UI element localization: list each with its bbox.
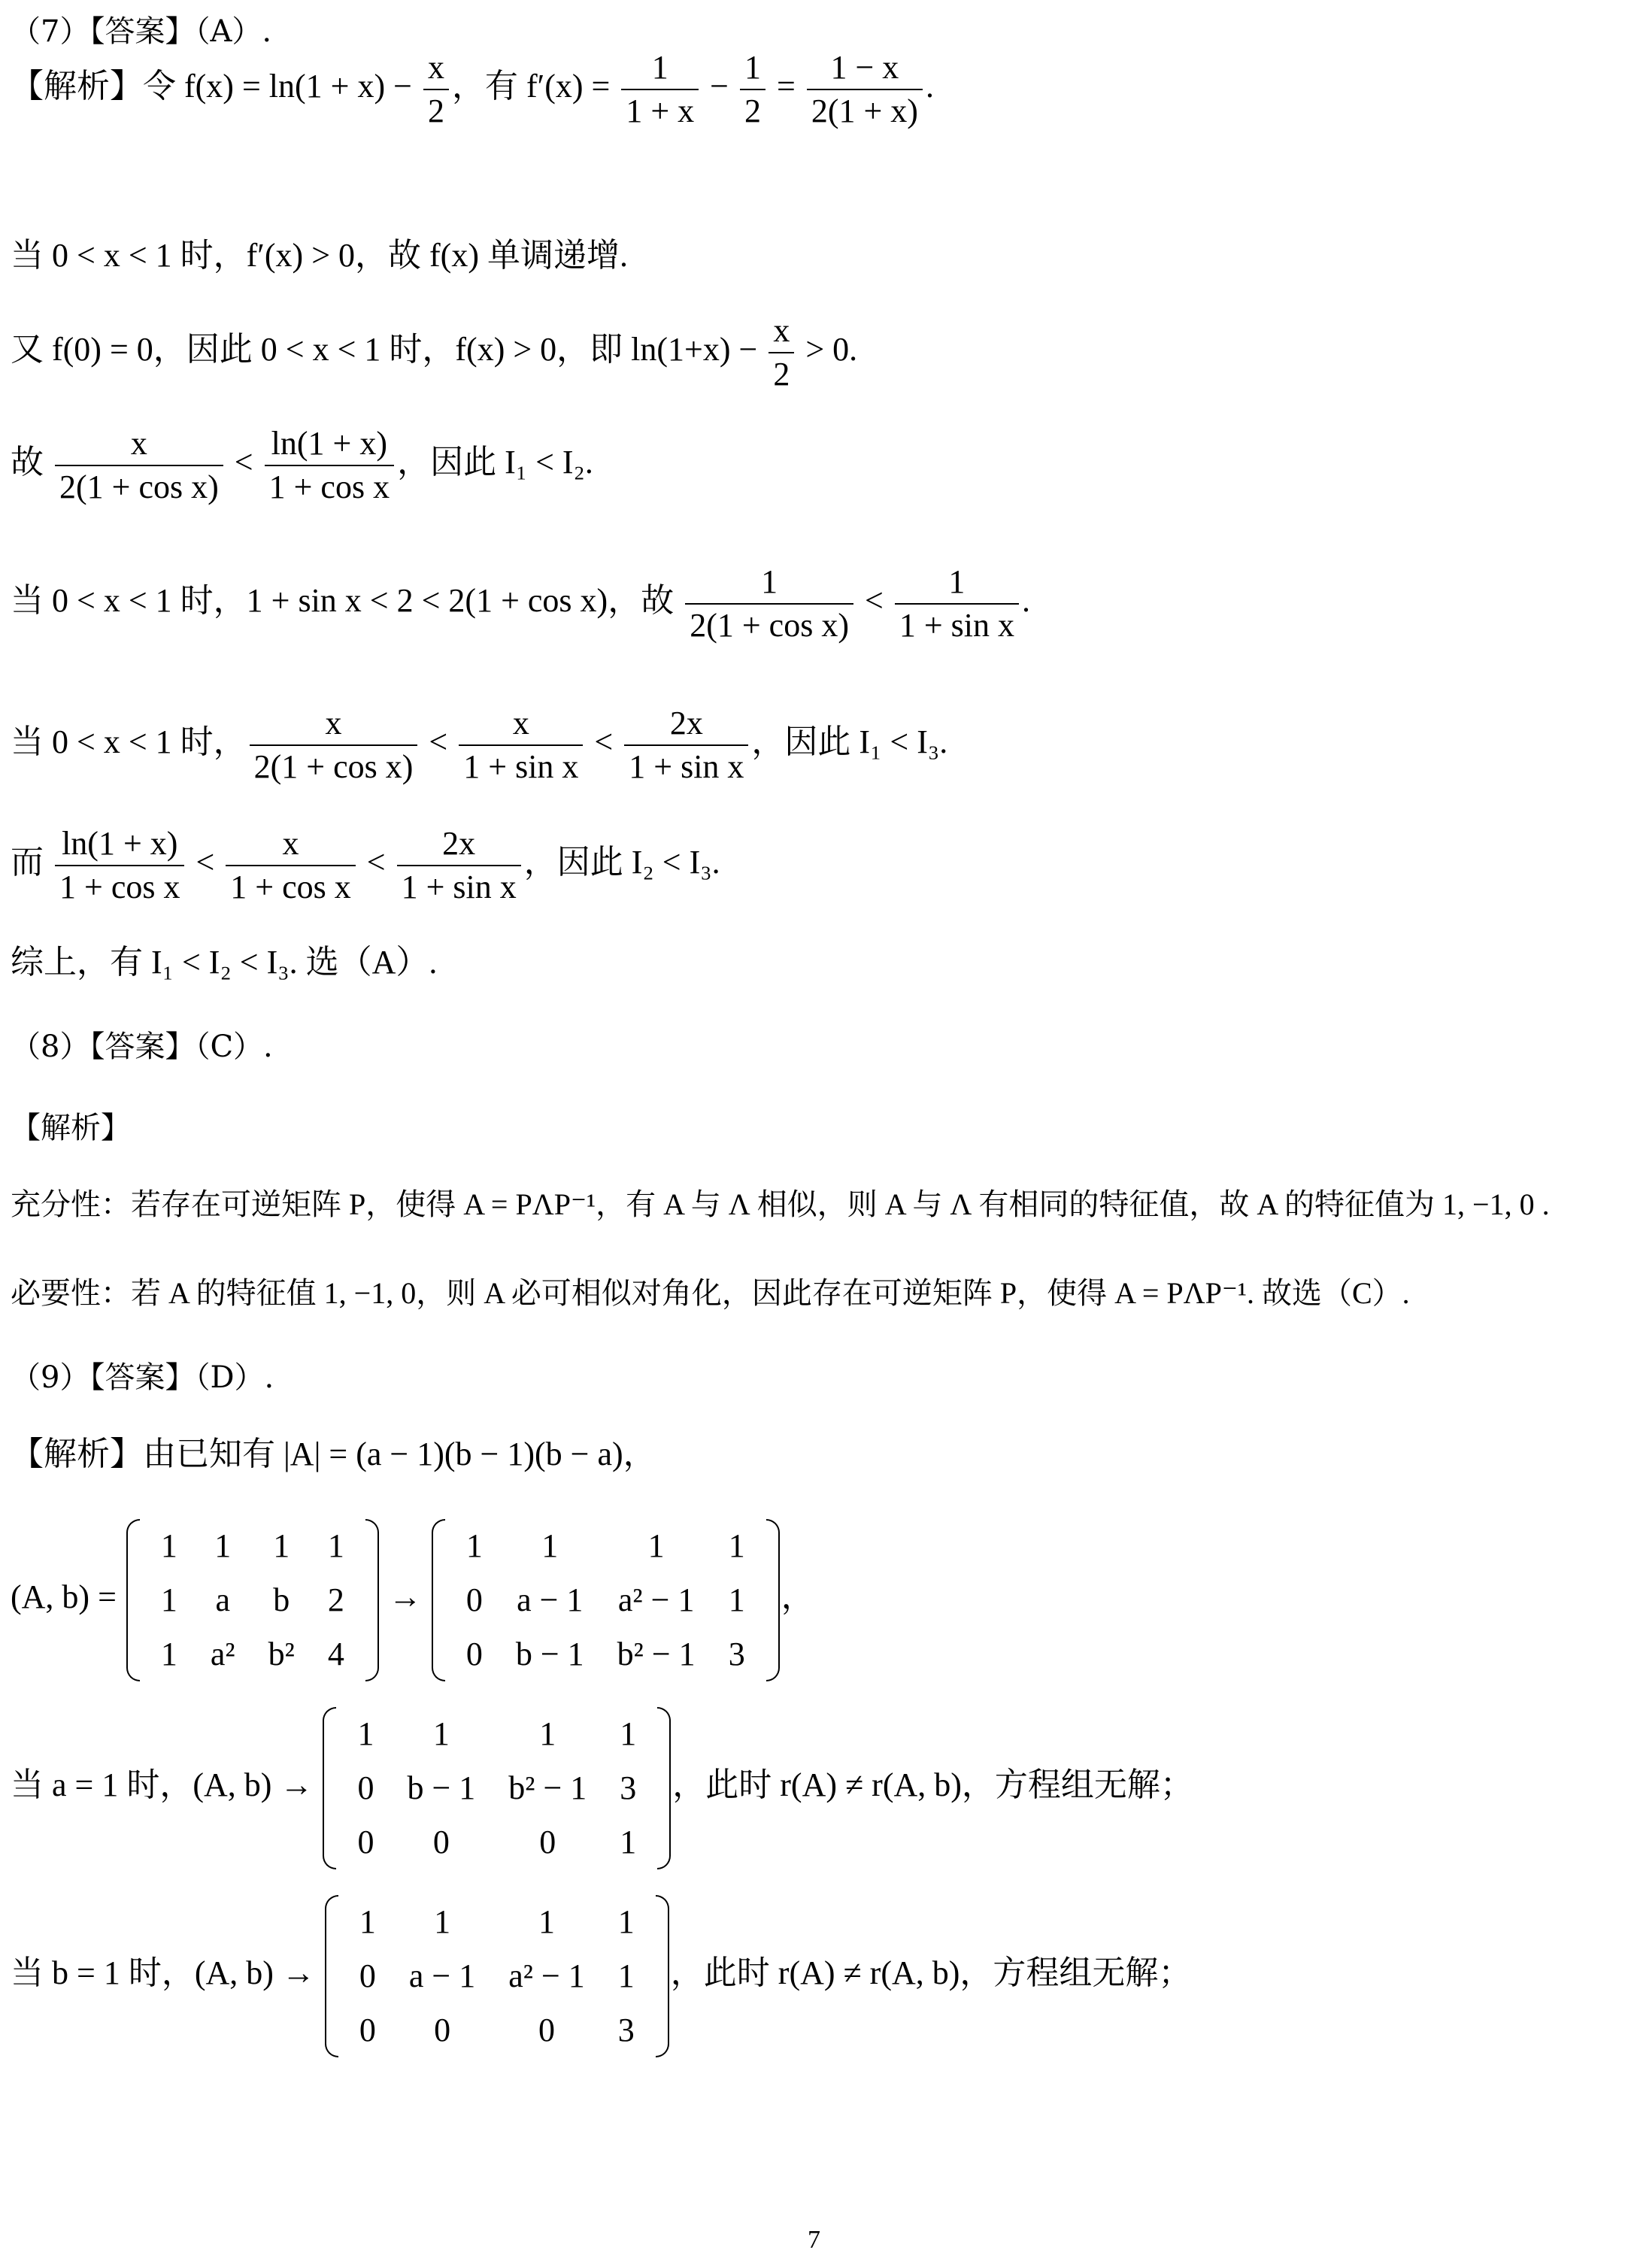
matrix-cell: 1 <box>160 1636 177 1672</box>
matrix-cell: 1 <box>434 1903 451 1940</box>
matrix-cell: 4 <box>327 1636 344 1672</box>
matrix-cell: a − 1 <box>408 1957 476 1994</box>
analysis-7-line1: 【解析】令 f(x) = ln(1 + x) − $\frac{x}{2}$ ，有 f′(x) = $\frac{1}{1 + x}$ − $\frac{1}{2}$ = $\frac{1 - x}{2(1 + x)}$ . <box>11 49 934 129</box>
matrix <box>323 1895 671 2057</box>
answer-8-heading: （8）【答案】（C）. <box>11 1029 273 1064</box>
matrix-table <box>450 1519 762 1681</box>
matrix-row <box>343 1895 651 1949</box>
matrix-cell: 0 <box>539 1824 556 1860</box>
matrix-cell: 1 <box>617 1957 635 1994</box>
answer-9-heading: （9）【答案】（D）. <box>11 1360 274 1395</box>
matrix-table <box>144 1519 361 1681</box>
matrix-cell: 3 <box>620 1769 637 1806</box>
fraction: $\frac{x}{\text{2(1 + cos x)}}$ <box>250 707 418 784</box>
analysis-8-necessity: 必要性：若 A 的特征值 1, −1, 0，则 A 必可相似对角化，因此存在可逆矩阵 P，使得 A = PΛP⁻¹. 故选（C）. <box>11 1276 1410 1310</box>
matrix-row <box>343 2003 651 2057</box>
matrix-cell: a − 1 <box>517 1581 584 1618</box>
fraction: $\frac{\ln(1 + x)}{\text{1 + cos x}}$ <box>55 827 184 904</box>
matrix-cell: b² − 1 <box>508 1769 587 1806</box>
matrix-cell: b² − 1 <box>617 1636 696 1672</box>
analysis-9-line1: 【解析】由已知有 |A| = (a − 1)(b − 1)(b − a)， <box>11 1436 656 1472</box>
matrix-cell: 1 <box>357 1715 374 1752</box>
matrix <box>430 1519 781 1681</box>
matrix-row <box>450 1573 762 1627</box>
matrix-cell: 1 <box>160 1581 177 1618</box>
matrix-row <box>341 1707 653 1761</box>
matrix-row <box>450 1519 762 1573</box>
fraction: $\frac{x}{2}$ <box>423 51 449 128</box>
analysis-7-line4: 故 $\frac{x}{\text{2(1 + cos x)}}$ < $\frac{\ln(1 + x)}{\text{1 + cos x}}$ ，因此 I₁ < I₂. <box>11 425 593 505</box>
matrix-cell: 0 <box>359 1957 376 1994</box>
matrix <box>125 1519 380 1681</box>
case-a-equals-1: 当 a = 1 时，(A, b) → 1 1 1 1 0 b − 1 b² − 1 3 0 0 0 1 ，此时 r(A) ≠ r(A, b)，方程组无解； <box>11 1707 1193 1869</box>
matrix-cell: 3 <box>728 1636 745 1672</box>
matrix-cell: 1 <box>359 1903 376 1940</box>
analysis-7-line7: 而 $\frac{\ln(1 + x)}{\text{1 + cos x}}$ < $\frac{x}{\text{1 + cos x}}$ < $\frac{2x}{\text{1 + sin x}}$ ，因此 I₂ < I₃. <box>11 825 720 905</box>
matrix-cell: 0 <box>357 1824 374 1860</box>
matrix-cell: 1 <box>160 1527 177 1564</box>
matrix-cell: 1 <box>620 1824 637 1860</box>
matrix-cell: a² − 1 <box>617 1581 695 1618</box>
matrix-row <box>144 1627 361 1681</box>
matrix-cell: 1 <box>617 1903 635 1940</box>
matrix-row <box>144 1573 361 1627</box>
matrix-table <box>343 1895 651 2057</box>
matrix-cell: 0 <box>432 1824 450 1860</box>
matrix-cell: 1 <box>432 1715 450 1752</box>
analysis-7-line2: 当 0 < x < 1 时，f′(x) > 0，故 f(x) 单调递增. <box>11 237 628 274</box>
fraction: $\frac{1}{\text{1 + sin x}}$ <box>895 565 1019 642</box>
matrix-cell: 1 <box>327 1527 344 1564</box>
matrix-row <box>450 1627 762 1681</box>
analysis-7-line3: 又 f(0) = 0，因此 0 < x < 1 时，f(x) > 0，即 ln(1+x) − $\frac{x}{2}$ > 0. <box>11 312 858 393</box>
matrix-cell: a² − 1 <box>508 1957 585 1994</box>
analysis-8-heading: 【解析】 <box>11 1111 131 1145</box>
matrix-cell: 0 <box>465 1581 483 1618</box>
matrix-cell: 1 <box>273 1527 290 1564</box>
matrix-table <box>341 1707 653 1869</box>
fraction: $\frac{2x}{\text{1 + sin x}}$ <box>397 827 521 904</box>
matrix-cell: 0 <box>538 2012 556 2048</box>
fraction: $\frac{x}{\text{2(1 + cos x)}}$ <box>55 427 223 504</box>
matrix-cell: 0 <box>357 1769 374 1806</box>
matrix-cell: a <box>215 1581 231 1618</box>
matrix-cell: 1 <box>465 1527 483 1564</box>
fraction: $\frac{1}{\text{2(1 + cos x)}}$ <box>685 565 853 642</box>
matrix-row <box>144 1519 361 1573</box>
matrix-row <box>341 1815 653 1869</box>
matrix-cell: 1 <box>647 1527 665 1564</box>
fraction: $\frac{1 - x}{2(1 + x)}$ <box>807 51 923 128</box>
matrix-cell: 1 <box>541 1527 559 1564</box>
fraction: $\frac{2x}{\text{1 + sin x}}$ <box>624 707 748 784</box>
answer-7-heading: （7）【答案】（A）. <box>11 14 272 49</box>
matrix-cell: b² <box>268 1636 295 1672</box>
matrix-cell: 1 <box>214 1527 232 1564</box>
fraction: $\frac{x}{2}$ <box>769 314 794 391</box>
matrix-row <box>343 1949 651 2003</box>
analysis-7-conclusion: 综上，有 I₁ < I₂ < I₃. 选（A）. <box>11 944 438 981</box>
analysis-7-line5: 当 0 < x < 1 时，1 + sin x < 2 < 2(1 + cos x)，故 $\frac{1}{\text{2(1 + cos x)}}$ < $\frac{1}{\text{1 + sin x}}$ . <box>11 563 1030 644</box>
fraction: $\frac{1}{1 + x}$ <box>621 51 699 128</box>
fraction: $\frac{\ln(1 + x)}{\text{1 + cos x}}$ <box>265 427 394 504</box>
matrix-cell: 0 <box>359 2012 376 2048</box>
matrix-cell: b − 1 <box>515 1636 584 1672</box>
matrix-cell: 1 <box>539 1715 556 1752</box>
matrix-cell: 0 <box>465 1636 483 1672</box>
matrix-cell: 1 <box>538 1903 556 1940</box>
fraction: $\frac{x}{\text{1 + cos x}}$ <box>226 827 355 904</box>
matrix-cell: 0 <box>434 2012 451 2048</box>
matrix-cell: 1 <box>728 1581 745 1618</box>
matrix-cell: 2 <box>327 1581 344 1618</box>
fraction: $\frac{1}{2}$ <box>740 51 765 128</box>
page-number: 7 <box>808 2226 820 2254</box>
analysis-7-line6: 当 0 < x < 1 时， $\frac{x}{\text{2(1 + cos x)}}$ < $\frac{x}{\text{1 + sin x}}$ < $\frac{2x}{\text{1 + sin x}}$ ，因此 I₁ < I₃. <box>11 705 948 785</box>
fraction: $\frac{x}{\text{1 + sin x}}$ <box>459 707 583 784</box>
matrix-cell: a² <box>210 1636 235 1672</box>
matrix-cell: 3 <box>617 2012 635 2048</box>
matrix-cell: 1 <box>728 1527 745 1564</box>
matrix-cell: b − 1 <box>407 1769 476 1806</box>
matrix <box>321 1707 672 1869</box>
matrix-cell: 1 <box>620 1715 637 1752</box>
matrix-row <box>341 1761 653 1815</box>
matrix-cell: b <box>273 1581 290 1618</box>
case-b-equals-1: 当 b = 1 时，(A, b) → 1 1 1 1 0 a − 1 a² − 1 1 0 0 0 3 ，此时 r(A) ≠ r(A, b)，方程组无解； <box>11 1895 1191 2057</box>
augmented-matrix-row: (A, b) = 1 1 1 1 1 a b 2 1 a² b² 4 → 1 1 1 1 0 a − 1 a² − 1 1 0 b − 1 b² − 1 3 ， <box>11 1519 814 1681</box>
analysis-8-sufficiency: 充分性：若存在可逆矩阵 P，使得 A = PΛP⁻¹，有 A 与 Λ 相似，则 A 与 Λ 有相同的特征值，故 A 的特征值为 1, −1, 0 . <box>11 1187 1550 1221</box>
